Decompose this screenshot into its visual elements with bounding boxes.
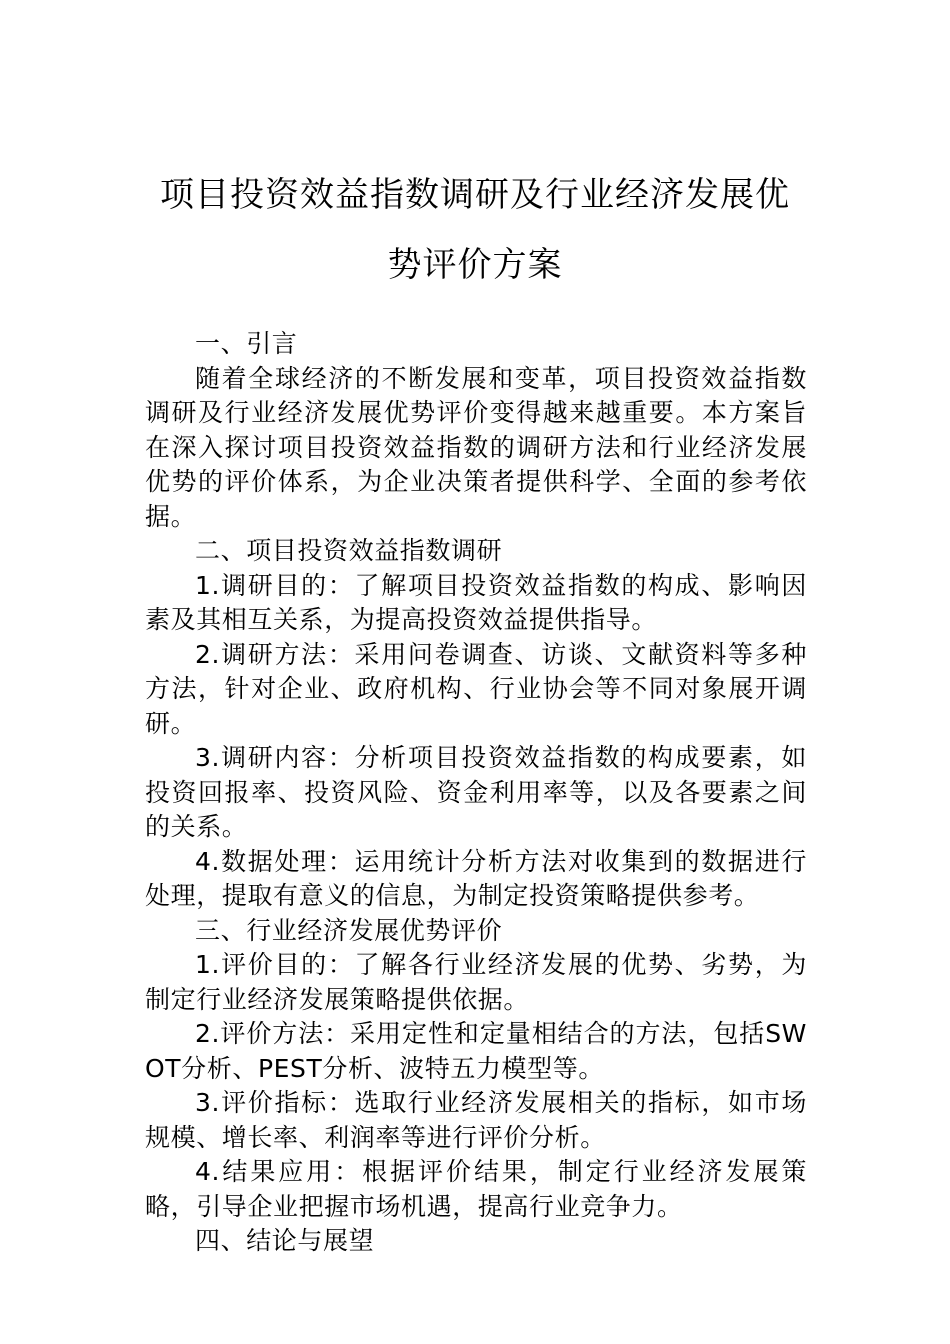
- section-heading-investment-survey: 二、项目投资效益指数调研: [195, 536, 503, 565]
- paragraph-survey-content: 3.调研内容：分析项目投资效益指数的构成要素，如投资回报率、投资风险、资金利用率等，以及各要素之间的关系。: [145, 743, 807, 841]
- paragraph-evaluation-indicators: 3.评价指标：选取行业经济发展相关的指标，如市场规模、增长率、利润率等进行评价分析。: [145, 1088, 807, 1152]
- section-heading-introduction: 一、引言: [195, 329, 298, 358]
- paragraph-evaluation-method: 2.评价方法：采用定性和定量相结合的方法，包括SWOT分析、PEST分析、波特五力模型等。: [145, 1019, 807, 1083]
- paragraph-evaluation-purpose: 1.评价目的：了解各行业经济发展的优势、劣势，为制定行业经济发展策略提供依据。: [145, 950, 807, 1014]
- document-body: [145, 327, 807, 1259]
- paragraph-introduction: 随着全球经济的不断发展和变革，项目投资效益指数调研及行业经济发展优势评价变得越来越重要。本方案旨在深入探讨项目投资效益指数的调研方法和行业经济发展优势的评价体系，为企业决策者提供科学、全面的参考依据。: [145, 363, 807, 531]
- paragraph-survey-purpose: 1.调研目的：了解项目投资效益指数的构成、影响因素及其相互关系，为提高投资效益提供指导。: [145, 570, 807, 634]
- section-heading-conclusion: 四、结论与展望: [195, 1226, 375, 1255]
- paragraph-result-application: 4.结果应用：根据评价结果，制定行业经济发展策略，引导企业把握市场机遇，提高行业竞争力。: [145, 1157, 807, 1221]
- section-heading-industry-evaluation: 三、行业经济发展优势评价: [195, 915, 503, 945]
- paragraph-survey-method: 2.调研方法：采用问卷调查、访谈、文献资料等多种方法，针对企业、政府机构、行业协会等不同对象展开调研。: [145, 639, 807, 738]
- document-title: 项目投资效益指数调研及行业经济发展优势评价方案: [160, 175, 790, 285]
- paragraph-data-processing: 4.数据处理：运用统计分析方法对收集到的数据进行处理，提取有意义的信息，为制定投资策略提供参考。: [145, 846, 807, 910]
